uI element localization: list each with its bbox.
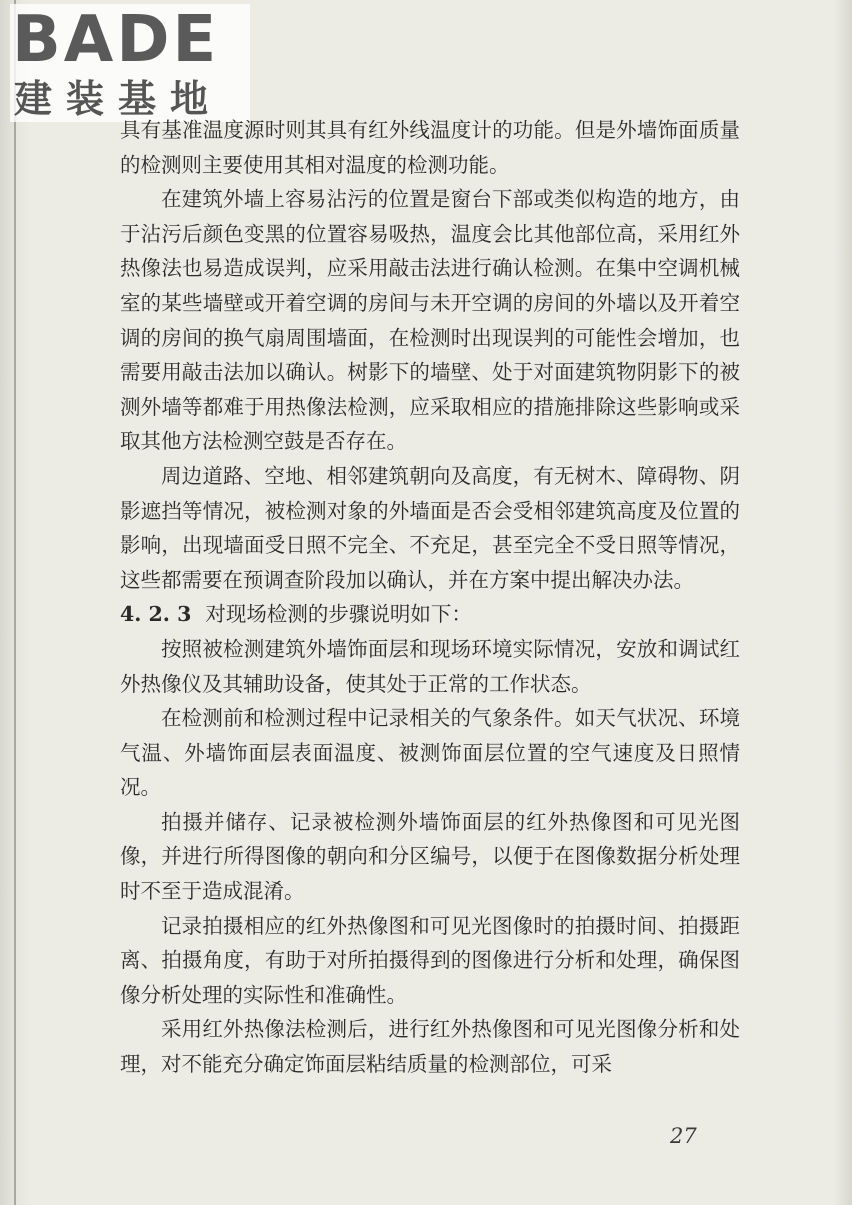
logo-chinese: 建装基地 bbox=[14, 77, 223, 121]
step-paragraph-1: 按照被检测建筑外墙饰面层和现场环境实际情况，安放和调试红外热像仪及其辅助设备，使其处于正常的工作状态。 bbox=[120, 636, 740, 696]
step-paragraph-3: 拍摄并储存、记录被检测外墙饰面层的红外热像图和可见光图像，并进行所得图像的朝向和分区编号，以便于在图像数据分析处理时不至于造成混淆。 bbox=[120, 809, 740, 904]
page-body bbox=[120, 113, 740, 1082]
paragraph-2: 在建筑外墙上容易沾污的位置是窗台下部或类似构造的地方，由于沾污后颜色变黑的位置容易吸热，温度会比其他部位高，采用红外热像法也易造成误判，应采用敲击法进行确认检测。在集中空调机械室的某些墙壁或开着空调的房间与未开空调的房间的外墙以及开着空调的房间的换气扇周围墙面，在检测时出现误判的可能性会增加，也需要用敲击法加以确认。树影下的墙壁、处于对面建筑物阴影下的被测外墙等都难于用热像法检测，应采取相应的措施排除这些影响或采取其他方法检测空鼓是否存在。 bbox=[120, 187, 740, 454]
paragraph-3: 周边道路、空地、相邻建筑朝向及高度，有无树木、障碍物、阴影遮挡等情况，被检测对象的外墙面是否会受相邻建筑高度及位置的影响，出现墙面受日照不完全、不充足，甚至完全不受日照等情况，这些都需要在预调查阶段加以确认，并在方案中提出解决办法。 bbox=[120, 463, 740, 592]
step-paragraph-5: 采用红外热像法检测后，进行红外热像图和可见光图像分析和处理，对不能充分确定饰面层粘结质量的检测部位，可采 bbox=[120, 1017, 740, 1077]
page-number: 27 bbox=[670, 1124, 697, 1148]
section-heading bbox=[120, 597, 740, 632]
section-title: 对现场检测的步骤说明如下： bbox=[205, 602, 472, 627]
logo-word: BADE bbox=[12, 3, 220, 77]
watermark-logo bbox=[10, 4, 250, 122]
page-edge-shadow bbox=[834, 0, 852, 1205]
step-paragraph-4: 记录拍摄相应的红外热像图和可见光图像时的拍摄时间、拍摄距离、拍摄角度，有助于对所拍摄得到的图像进行分析和处理，确保图像分析处理的实际性和准确性。 bbox=[120, 913, 740, 1007]
binding-line bbox=[14, 0, 16, 1205]
paragraph-1: 具有基准温度源时则其具有红外线温度计的功能。但是外墙饰面质量的检测则主要使用其相对温度的检测功能。 bbox=[120, 118, 740, 177]
step-paragraph-2: 在检测前和检测过程中记录相关的气象条件。如天气状况、环境气温、外墙饰面层表面温度、被测饰面层位置的空气速度及日照情况。 bbox=[120, 706, 740, 800]
section-number: 4. 2. 3 bbox=[120, 602, 192, 627]
